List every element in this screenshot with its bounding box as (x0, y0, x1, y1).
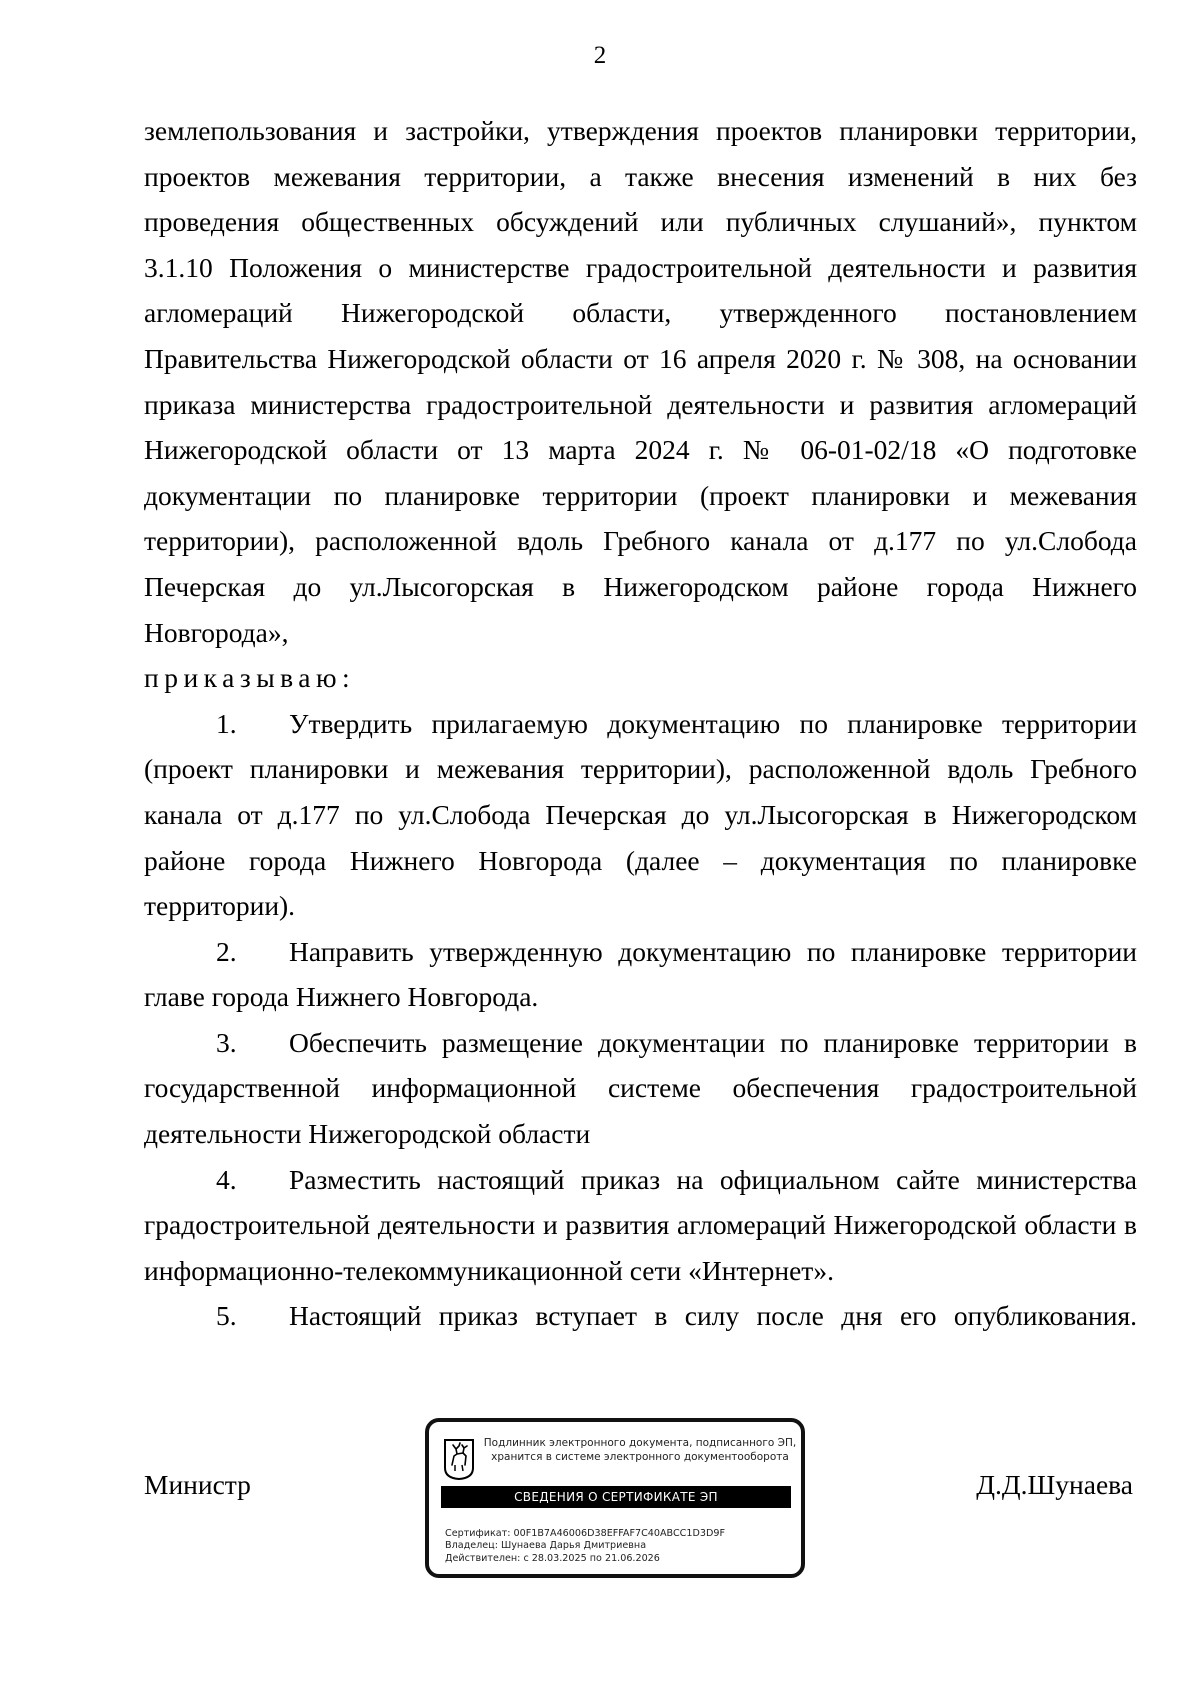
electronic-signature-stamp (425, 1418, 805, 1578)
intro-line: документации по планировке территории (проект планировки и межевания (144, 479, 1137, 511)
document-body (144, 108, 1137, 1339)
order-word: приказываю: (144, 662, 356, 694)
certificate-bar: СВЕДЕНИЯ О СЕРТИФИКАТЕ ЭП (441, 1486, 791, 1508)
order-item (144, 1293, 1137, 1339)
order-item (144, 1020, 1137, 1157)
intro-paragraph (144, 108, 1137, 655)
intro-line: проектов межевания территории, а также внесения изменений в них без (144, 160, 1137, 192)
signatory-name: Д.Д.Шунаева (976, 1469, 1133, 1500)
intro-line: приказа министерства градостроительной деятельности и развития агломераций (144, 388, 1137, 420)
intro-line: Новгорода», (144, 616, 289, 648)
intro-line: проведения общественных обсуждений или публичных слушаний», пунктом (144, 206, 1137, 238)
certificate-number: Сертификат: 00F1B7A46006D38EFFAF7C40ABCC1D3D9F (445, 1528, 725, 1539)
signatory-position: Министр (144, 1469, 251, 1500)
order-item (144, 929, 1137, 1020)
certificate-details (445, 1528, 725, 1565)
intro-line: Печерская до ул.Лысогорская в Нижегородском районе города Нижнего (144, 570, 1137, 602)
certificate-validity: Действителен: с 28.03.2025 по 21.06.2026 (445, 1552, 660, 1564)
intro-line: Нижегородской области от 13 марта 2024 г. № 06-01-02/18 «О подготовке (144, 434, 1137, 466)
stamp-heading-line: Подлинник электронного документа, подписанного ЭП, (483, 1437, 797, 1449)
page-number: 2 (593, 42, 607, 69)
intro-line: агломераций Нижегородской области, утвержденного постановлением (144, 297, 1137, 329)
intro-line: 3.1.10 Положения о министерстве градостроительной деятельности и развития (144, 251, 1137, 283)
intro-line: территории), расположенной вдоль Гребного канала от д.177 по ул.Слобода (144, 525, 1137, 557)
order-item (144, 701, 1137, 929)
order-item (144, 1157, 1137, 1294)
item-text: Обеспечить размещение документации по планировке территории в государственной информационной системе обеспечения градостроительной деятельности Нижегородской области (144, 1026, 1137, 1150)
item-number: 3. (216, 1026, 237, 1058)
item-text: Направить утвержденную документацию по планировке территории главе города Нижнего Новгорода. (144, 935, 1137, 1013)
item-number: 5. (216, 1300, 237, 1332)
stamp-heading (481, 1436, 799, 1464)
deer-emblem-icon (443, 1438, 475, 1480)
item-number: 1. (216, 707, 237, 739)
item-number: 4. (216, 1163, 237, 1195)
item-text: Настоящий приказ вступает в силу после дня его опубликования. (289, 1300, 1137, 1332)
certificate-owner: Владелец: Шунаева Дарья Дмитриевна (445, 1540, 647, 1552)
item-text: Утвердить прилагаемую документацию по планировке территории (проект планировки и межевания территории), расположенной вдоль Гребного канала от д.177 по ул.Слобода Печерская до ул.Лысогорская в Нижегородском районе города Нижнего Новгорода (далее – документация по планировке территории). (144, 707, 1137, 922)
intro-line: Правительства Нижегородской области от 16 апреля 2020 г. № 308, на основании (144, 342, 1137, 374)
item-number: 2. (216, 935, 237, 967)
stamp-heading-line: хранится в системе электронного документооборота (491, 1451, 789, 1463)
intro-line: землепользования и застройки, утверждения проектов планировки территории, (144, 115, 1137, 146)
item-text: Разместить настоящий приказ на официальном сайте министерства градостроительной деятельности и развития агломераций Нижегородской области в информационно-телекоммуникационной сети «Интернет». (144, 1163, 1137, 1286)
